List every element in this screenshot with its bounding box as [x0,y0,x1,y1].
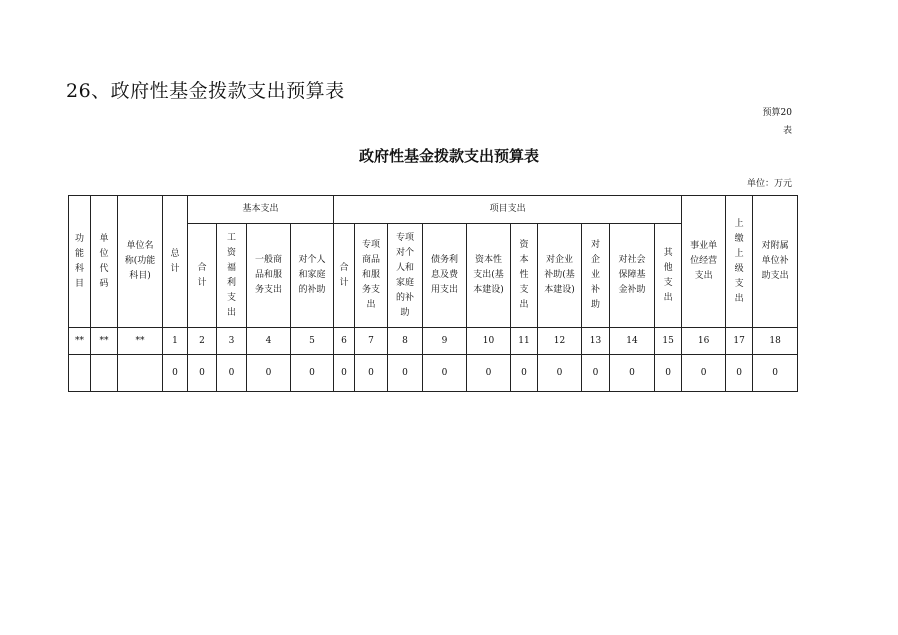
data-cell: 0 [582,355,610,392]
index-cell: 12 [538,328,582,355]
unit-label: 单位：万元 [746,179,792,189]
data-cell: 0 [188,355,217,392]
header-project-col: 专项对个人和家庭的补助 [388,224,423,328]
table-title: 政府性基金拨款支出预算表 [358,147,539,165]
data-cell: 0 [726,355,753,392]
data-cell: 0 [388,355,423,392]
index-cell: 17 [726,328,753,355]
data-cell: 0 [217,355,247,392]
form-code-line: 表 [782,126,792,136]
header-subsidiary: 对附属单位补助支出 [753,196,798,328]
header-basic-col: 对个人和家庭的补助 [291,224,334,328]
index-cell: ** [69,328,91,355]
header-project-col: 债务利息及费用支出 [423,224,467,328]
header-enterprise: 事业单位经营支出 [682,196,726,328]
data-cell: 0 [753,355,798,392]
header-project-col: 其他支出 [655,224,682,328]
header-total: 总计 [163,196,188,328]
header-basic-col: 合计 [188,224,217,328]
index-cell: 15 [655,328,682,355]
data-cell [91,355,118,392]
form-code [763,104,792,140]
data-cell: 0 [291,355,334,392]
index-cell: 18 [753,328,798,355]
data-cell: 0 [355,355,388,392]
index-cell: 1 [163,328,188,355]
index-cell: 6 [334,328,355,355]
data-row [69,355,798,392]
data-cell: 0 [423,355,467,392]
form-code-line: 预算20 [762,108,792,118]
index-cell: 10 [467,328,511,355]
index-cell: 13 [582,328,610,355]
budget-table [68,195,798,392]
index-row [69,328,798,355]
page-heading: 26、政府性基金拨款支出预算表 [66,80,345,102]
data-cell [118,355,163,392]
data-cell: 0 [467,355,511,392]
data-cell: 0 [334,355,355,392]
header-project-col: 合计 [334,224,355,328]
index-cell: 8 [388,328,423,355]
index-cell: 7 [355,328,388,355]
index-cell: 2 [188,328,217,355]
header-superior: 上缴上级支出 [726,196,753,328]
index-cell: 4 [247,328,291,355]
header-basic: 基本支出 [188,196,334,224]
data-cell: 0 [682,355,726,392]
header-project-col: 对社会保障基金补助 [610,224,655,328]
index-cell: ** [91,328,118,355]
header-project-col: 资本性支出(基本建设) [467,224,511,328]
data-cell: 0 [655,355,682,392]
index-cell: 5 [291,328,334,355]
index-cell: 14 [610,328,655,355]
index-cell: 11 [511,328,538,355]
header-basic-col: 一般商品和服务支出 [247,224,291,328]
data-cell [69,355,91,392]
data-cell: 0 [610,355,655,392]
header-project-col: 专项商品和服务支出 [355,224,388,328]
header-unit-code: 单位代码 [91,196,118,328]
data-cell: 0 [511,355,538,392]
data-cell: 0 [538,355,582,392]
index-cell: 9 [423,328,467,355]
index-cell: 3 [217,328,247,355]
header-project-col: 对企业补助 [582,224,610,328]
header-basic-col: 工资福利支出 [217,224,247,328]
header-unit-name: 单位名称(功能科目) [118,196,163,328]
header-project-col: 对企业补助(基本建设) [538,224,582,328]
header-project: 项目支出 [334,196,682,224]
header-project-col: 资本性支出 [511,224,538,328]
index-cell: ** [118,328,163,355]
data-cell: 0 [163,355,188,392]
data-cell: 0 [247,355,291,392]
header-func-subject: 功能科目 [69,196,91,328]
index-cell: 16 [682,328,726,355]
